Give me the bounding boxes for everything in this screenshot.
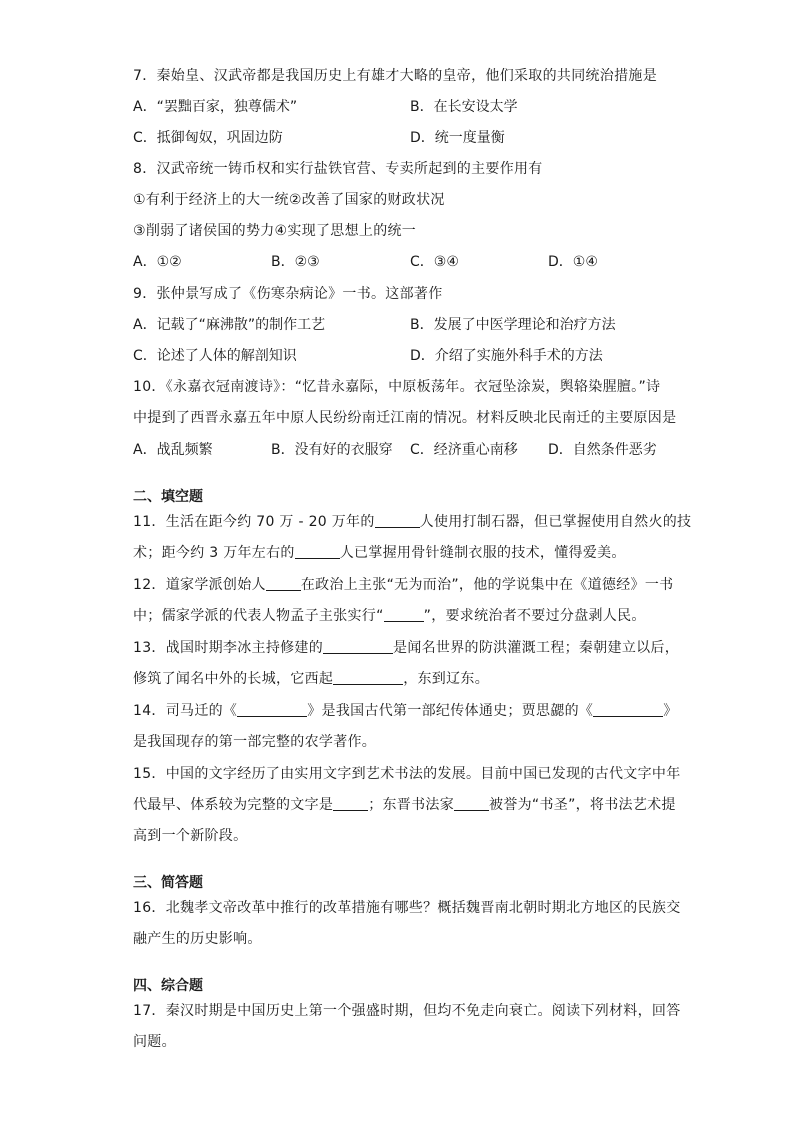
section-heading-fill-in: 二、填空题 <box>133 489 203 505</box>
q15-line-1: 15．中国的文字经历了由实用文字到艺术书法的发展。目前中国已发现的古代文字中年 <box>133 766 681 782</box>
q16-line-1: 16．北魏孝文帝改革中推行的改革措施有哪些？概括魏晋南北朝时期北方地区的民族交 <box>133 900 681 916</box>
section-heading-short-answer: 三、简答题 <box>133 875 203 891</box>
q15-text-3: 被誉为“书圣”，将书法艺术提 <box>489 797 676 813</box>
q15-line-3: 高到一个新阶段。 <box>133 828 248 844</box>
q17-line-2: 问题。 <box>133 1034 176 1050</box>
answer-blank[interactable] <box>375 513 420 528</box>
q11-text-3: 术；距今约 3 万年左右的 <box>133 545 295 561</box>
q7-option-c: C．抵御匈奴，巩固边防 <box>133 130 283 146</box>
answer-blank[interactable] <box>384 607 424 622</box>
q13-text-3: 修筑了闻名中外的长城，它西起 <box>133 671 334 687</box>
q8-option-b: B．②③ <box>271 254 320 270</box>
q7-option-b: B．在长安设太学 <box>410 99 518 115</box>
q13-line-2 <box>133 669 489 689</box>
q10-stem-1: 10．《永嘉衣冠南渡诗》：“忆昔永嘉际，中原板荡年。衣冠坠涂炭，舆辂染腥膻。”诗 <box>133 379 661 395</box>
q15-text-2: ；东晋书法家 <box>368 797 455 813</box>
q13-text-2: 是闻名世界的防洪灌溉工程；秦朝建立以后， <box>393 640 680 656</box>
q10-option-b: B．没有好的衣服穿 <box>271 442 393 458</box>
q11-text-1: 11．生活在距今约 70 万 - 20 万年的 <box>133 514 375 530</box>
q9-option-c: C．论述了人体的解剖知识 <box>133 348 297 364</box>
q9-option-d: D．介绍了实施外科手术的方法 <box>410 348 603 364</box>
q7-stem: 7．秦始皇、汉武帝都是我国历史上有雄才大略的皇帝，他们采取的共同统治措施是 <box>133 68 658 84</box>
q14-text-2: 》是我国古代第一部纪传体通史；贾思勰的《 <box>307 703 594 719</box>
q13-text-1: 13．战国时期李冰主持修建的 <box>133 640 324 656</box>
q13-text-4: ，东到辽东。 <box>403 671 490 687</box>
q8-statements-1: ①有利于经济上的大一统②改善了国家的财政状况 <box>133 192 445 208</box>
q14-line-1 <box>133 701 678 721</box>
q11-line-2 <box>133 543 626 563</box>
q8-statements-2: ③削弱了诸侯国的势力④实现了思想上的统一 <box>133 223 417 239</box>
q8-option-c: C．③④ <box>410 254 459 270</box>
answer-blank[interactable] <box>266 576 301 591</box>
q12-text-2: 在政治上主张“无为而治”，他的学说集中在《道德经》一书 <box>300 577 674 593</box>
q12-line-1 <box>133 575 673 595</box>
section-heading-comprehensive: 四、综合题 <box>133 978 203 994</box>
q10-option-c: C．经济重心南移 <box>410 442 518 458</box>
q14-text-3: 》 <box>663 703 678 719</box>
q15-line-2 <box>133 795 676 815</box>
q11-text-2: 人使用打制石器，但已掌握使用自然火的技 <box>419 514 692 530</box>
q16-line-2: 融产生的历史影响。 <box>133 931 262 947</box>
q14-text-1: 14．司马迁的《 <box>133 703 238 719</box>
answer-blank[interactable] <box>593 702 663 717</box>
q13-line-1 <box>133 638 679 658</box>
q7-option-a: A．“罢黜百家，独尊儒术” <box>133 99 298 115</box>
q10-stem-2: 中提到了西晋永嘉五年中原人民纷纷南迁江南的情况。材料反映北民南迁的主要原因是 <box>133 410 677 426</box>
answer-blank[interactable] <box>454 796 489 811</box>
answer-blank[interactable] <box>333 670 403 685</box>
q11-text-4: 人已掌握用骨针缝制衣服的技术，懂得爱美。 <box>339 545 626 561</box>
answer-blank[interactable] <box>323 639 393 654</box>
q8-option-d: D．①④ <box>548 254 598 270</box>
q10-option-d: D．自然条件恶劣 <box>548 442 657 458</box>
q10-option-a: A．战乱频繁 <box>133 442 213 458</box>
q7-option-d: D．统一度量衡 <box>410 130 505 146</box>
q9-option-a: A．记载了“麻沸散”的制作工艺 <box>133 317 326 333</box>
answer-blank[interactable] <box>295 544 340 559</box>
q8-option-a: A．①② <box>133 254 182 270</box>
q9-stem: 9．张仲景写成了《伤寒杂病论》一书。这部著作 <box>133 286 443 302</box>
q8-stem: 8．汉武帝统一铸币权和实行盐铁官营、专卖所起到的主要作用有 <box>133 161 543 177</box>
q14-line-2: 是我国现存的第一部完整的农学著作。 <box>133 734 377 750</box>
q12-text-1: 12．道家学派创始人 <box>133 577 266 593</box>
q12-text-3: 中；儒家学派的代表人物孟子主张实行“ <box>133 608 384 624</box>
q15-text-1: 代最早、体系较为完整的文字是 <box>133 797 334 813</box>
q12-text-4: ”，要求统治者不要过分盘剥人民。 <box>423 608 646 624</box>
answer-blank[interactable] <box>237 702 307 717</box>
q9-option-b: B．发展了中医学理论和治疗方法 <box>410 317 616 333</box>
q11-line-1 <box>133 512 691 532</box>
q12-line-2 <box>133 606 646 626</box>
answer-blank[interactable] <box>333 796 368 811</box>
q17-line-1: 17．秦汉时期是中国历史上第一个强盛时期，但均不免走向衰亡。阅读下列材料，回答 <box>133 1003 681 1019</box>
